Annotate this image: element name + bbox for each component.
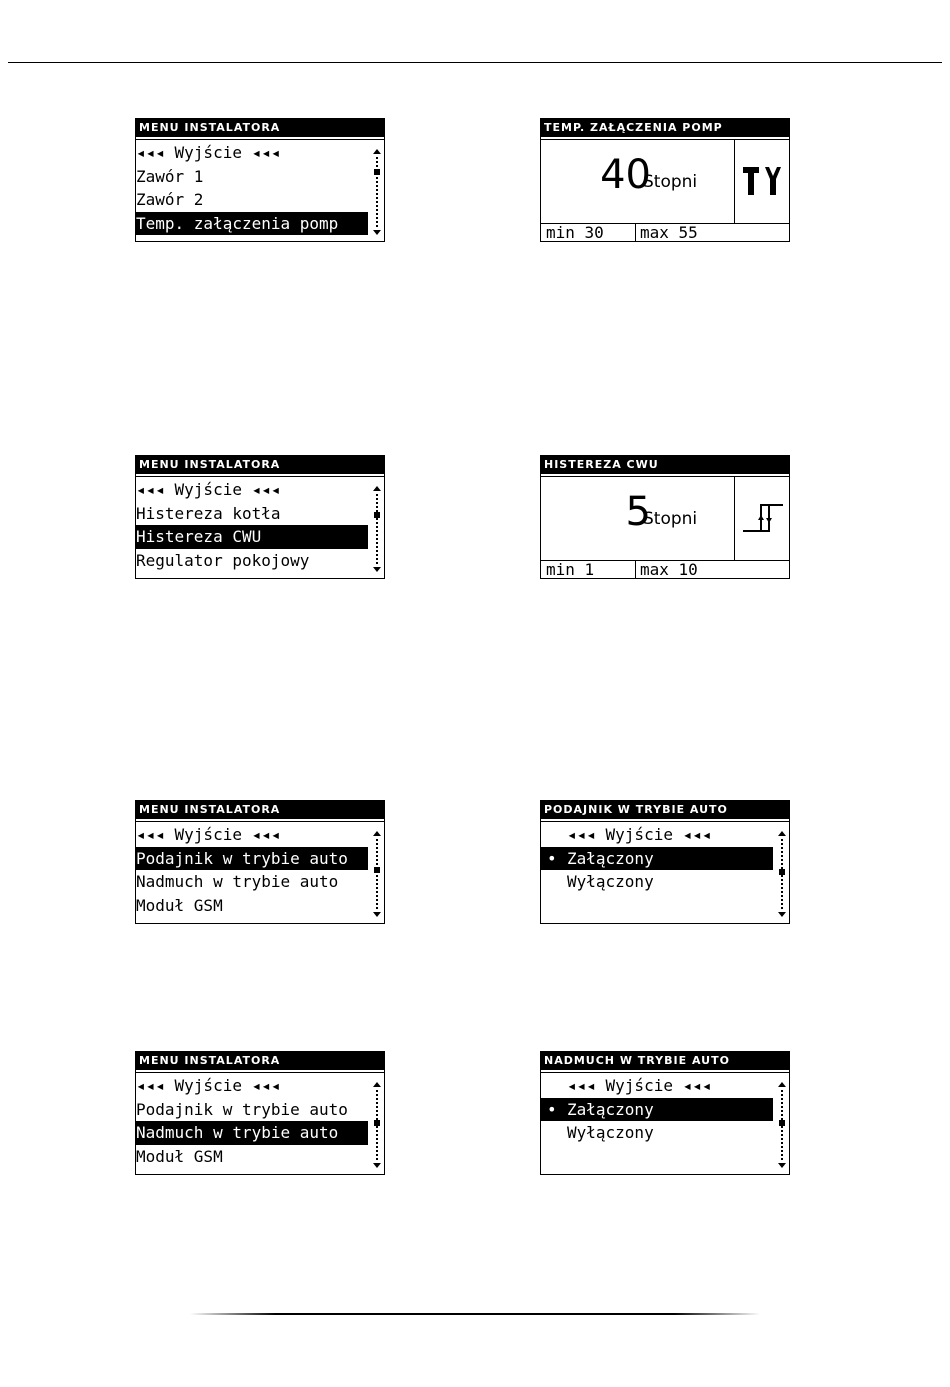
menu-item-exit[interactable]: ◂◂◂ Wyjście ◂◂◂ [136,1076,281,1095]
menu-item-blower-auto[interactable]: Nadmuch w trybie auto [136,1121,368,1145]
range-footer [541,560,789,579]
range-footer [541,223,789,242]
screen-title: MENU INSTALATORA [136,801,384,821]
value-screen-1 [540,118,790,242]
value-display [541,139,735,223]
scroll-up-icon [778,1082,786,1087]
selected-bullet-icon: • [547,848,557,868]
tools-icon [735,139,790,223]
scroll-up-icon [373,1082,381,1087]
option-label: Załączony [567,1099,654,1119]
value-unit: Stopni [643,172,698,192]
scrollbar[interactable] [373,1082,381,1168]
scroll-up-icon [373,831,381,836]
menu-list [136,478,368,572]
value-number[interactable]: 5 [625,489,651,535]
menu-screen-3 [135,800,385,924]
min-value: min 30 [541,224,636,242]
screen-title: HISTEREZA CWU [541,456,789,476]
scrollbar[interactable] [373,149,381,235]
min-value: min 1 [541,561,636,579]
max-value: max 55 [640,223,698,242]
scroll-down-icon [778,1163,786,1168]
screen-title: TEMP. ZAŁĄCZENIA POMP [541,119,789,139]
menu-item-valve-2[interactable]: Zawór 2 [136,190,204,209]
scroll-down-icon [373,1163,381,1168]
screen-title: MENU INSTALATORA [136,456,384,476]
menu-item-exit[interactable]: ◂◂◂ Wyjście ◂◂◂ [567,825,712,844]
menu-item-cwu-hysteresis[interactable]: Histereza CWU [136,525,368,549]
scroll-down-icon [373,912,381,917]
scroll-thumb [779,1120,785,1126]
screen-title: NADMUCH W TRYBIE AUTO [541,1052,789,1072]
menu-item-exit[interactable]: ◂◂◂ Wyjście ◂◂◂ [136,143,281,162]
menu-screen-2 [135,455,385,579]
menu-item-room-regulator[interactable]: Regulator pokojowy [136,550,310,570]
scroll-up-icon [373,149,381,154]
scrollbar[interactable] [373,831,381,917]
scrollbar[interactable] [778,831,786,917]
menu-item-gsm-module[interactable]: Moduł GSM [136,895,223,915]
value-display [541,476,735,560]
menu-item-boiler-hysteresis[interactable]: Histereza kotła [136,503,281,523]
menu-item-blower-auto[interactable]: Nadmuch w trybie auto [136,872,339,891]
scroll-thumb [374,867,380,873]
bottom-rule [190,1313,760,1315]
screen-title: MENU INSTALATORA [136,1052,384,1072]
menu-list [136,141,368,235]
value-screen-2 [540,455,790,579]
hysteresis-icon [735,476,790,560]
scroll-thumb [374,169,380,175]
scrollbar[interactable] [373,486,381,572]
screen-title: PODAJNIK W TRYBIE AUTO [541,801,789,821]
menu-list [136,823,368,917]
screen-title: MENU INSTALATORA [136,119,384,139]
menu-screen-1 [135,118,385,242]
menu-screen-4 [135,1051,385,1175]
menu-item-exit[interactable]: ◂◂◂ Wyjście ◂◂◂ [136,480,281,499]
scroll-up-icon [373,486,381,491]
value-number[interactable]: 40 [600,152,651,198]
option-on[interactable] [541,847,773,871]
menu-list [136,1074,368,1168]
scroll-thumb [779,869,785,875]
menu-item-gsm-module[interactable]: Moduł GSM [136,1146,223,1166]
scroll-down-icon [778,912,786,917]
scroll-down-icon [373,567,381,572]
menu-item-feeder-auto[interactable]: Podajnik w trybie auto [136,847,368,871]
option-label: Załączony [567,848,654,868]
option-list [541,823,773,894]
option-screen-blower [540,1051,790,1175]
scroll-thumb [374,1120,380,1126]
scroll-up-icon [778,831,786,836]
option-list [541,1074,773,1145]
scroll-down-icon [373,230,381,235]
option-on[interactable] [541,1098,773,1122]
option-screen-feeder [540,800,790,924]
option-off[interactable]: Wyłączony [567,872,654,891]
max-value: max 10 [640,560,698,579]
menu-item-pump-temp[interactable]: Temp. załączenia pomp [136,212,368,236]
scroll-thumb [374,512,380,518]
menu-item-exit[interactable]: ◂◂◂ Wyjście ◂◂◂ [136,825,281,844]
option-off[interactable]: Wyłączony [567,1123,654,1142]
value-unit: Stopni [643,509,698,529]
scrollbar[interactable] [778,1082,786,1168]
menu-item-valve-1[interactable]: Zawór 1 [136,166,204,186]
selected-bullet-icon: • [547,1099,557,1119]
menu-item-exit[interactable]: ◂◂◂ Wyjście ◂◂◂ [567,1076,712,1095]
menu-item-feeder-auto[interactable]: Podajnik w trybie auto [136,1099,348,1119]
top-rule [8,62,942,63]
